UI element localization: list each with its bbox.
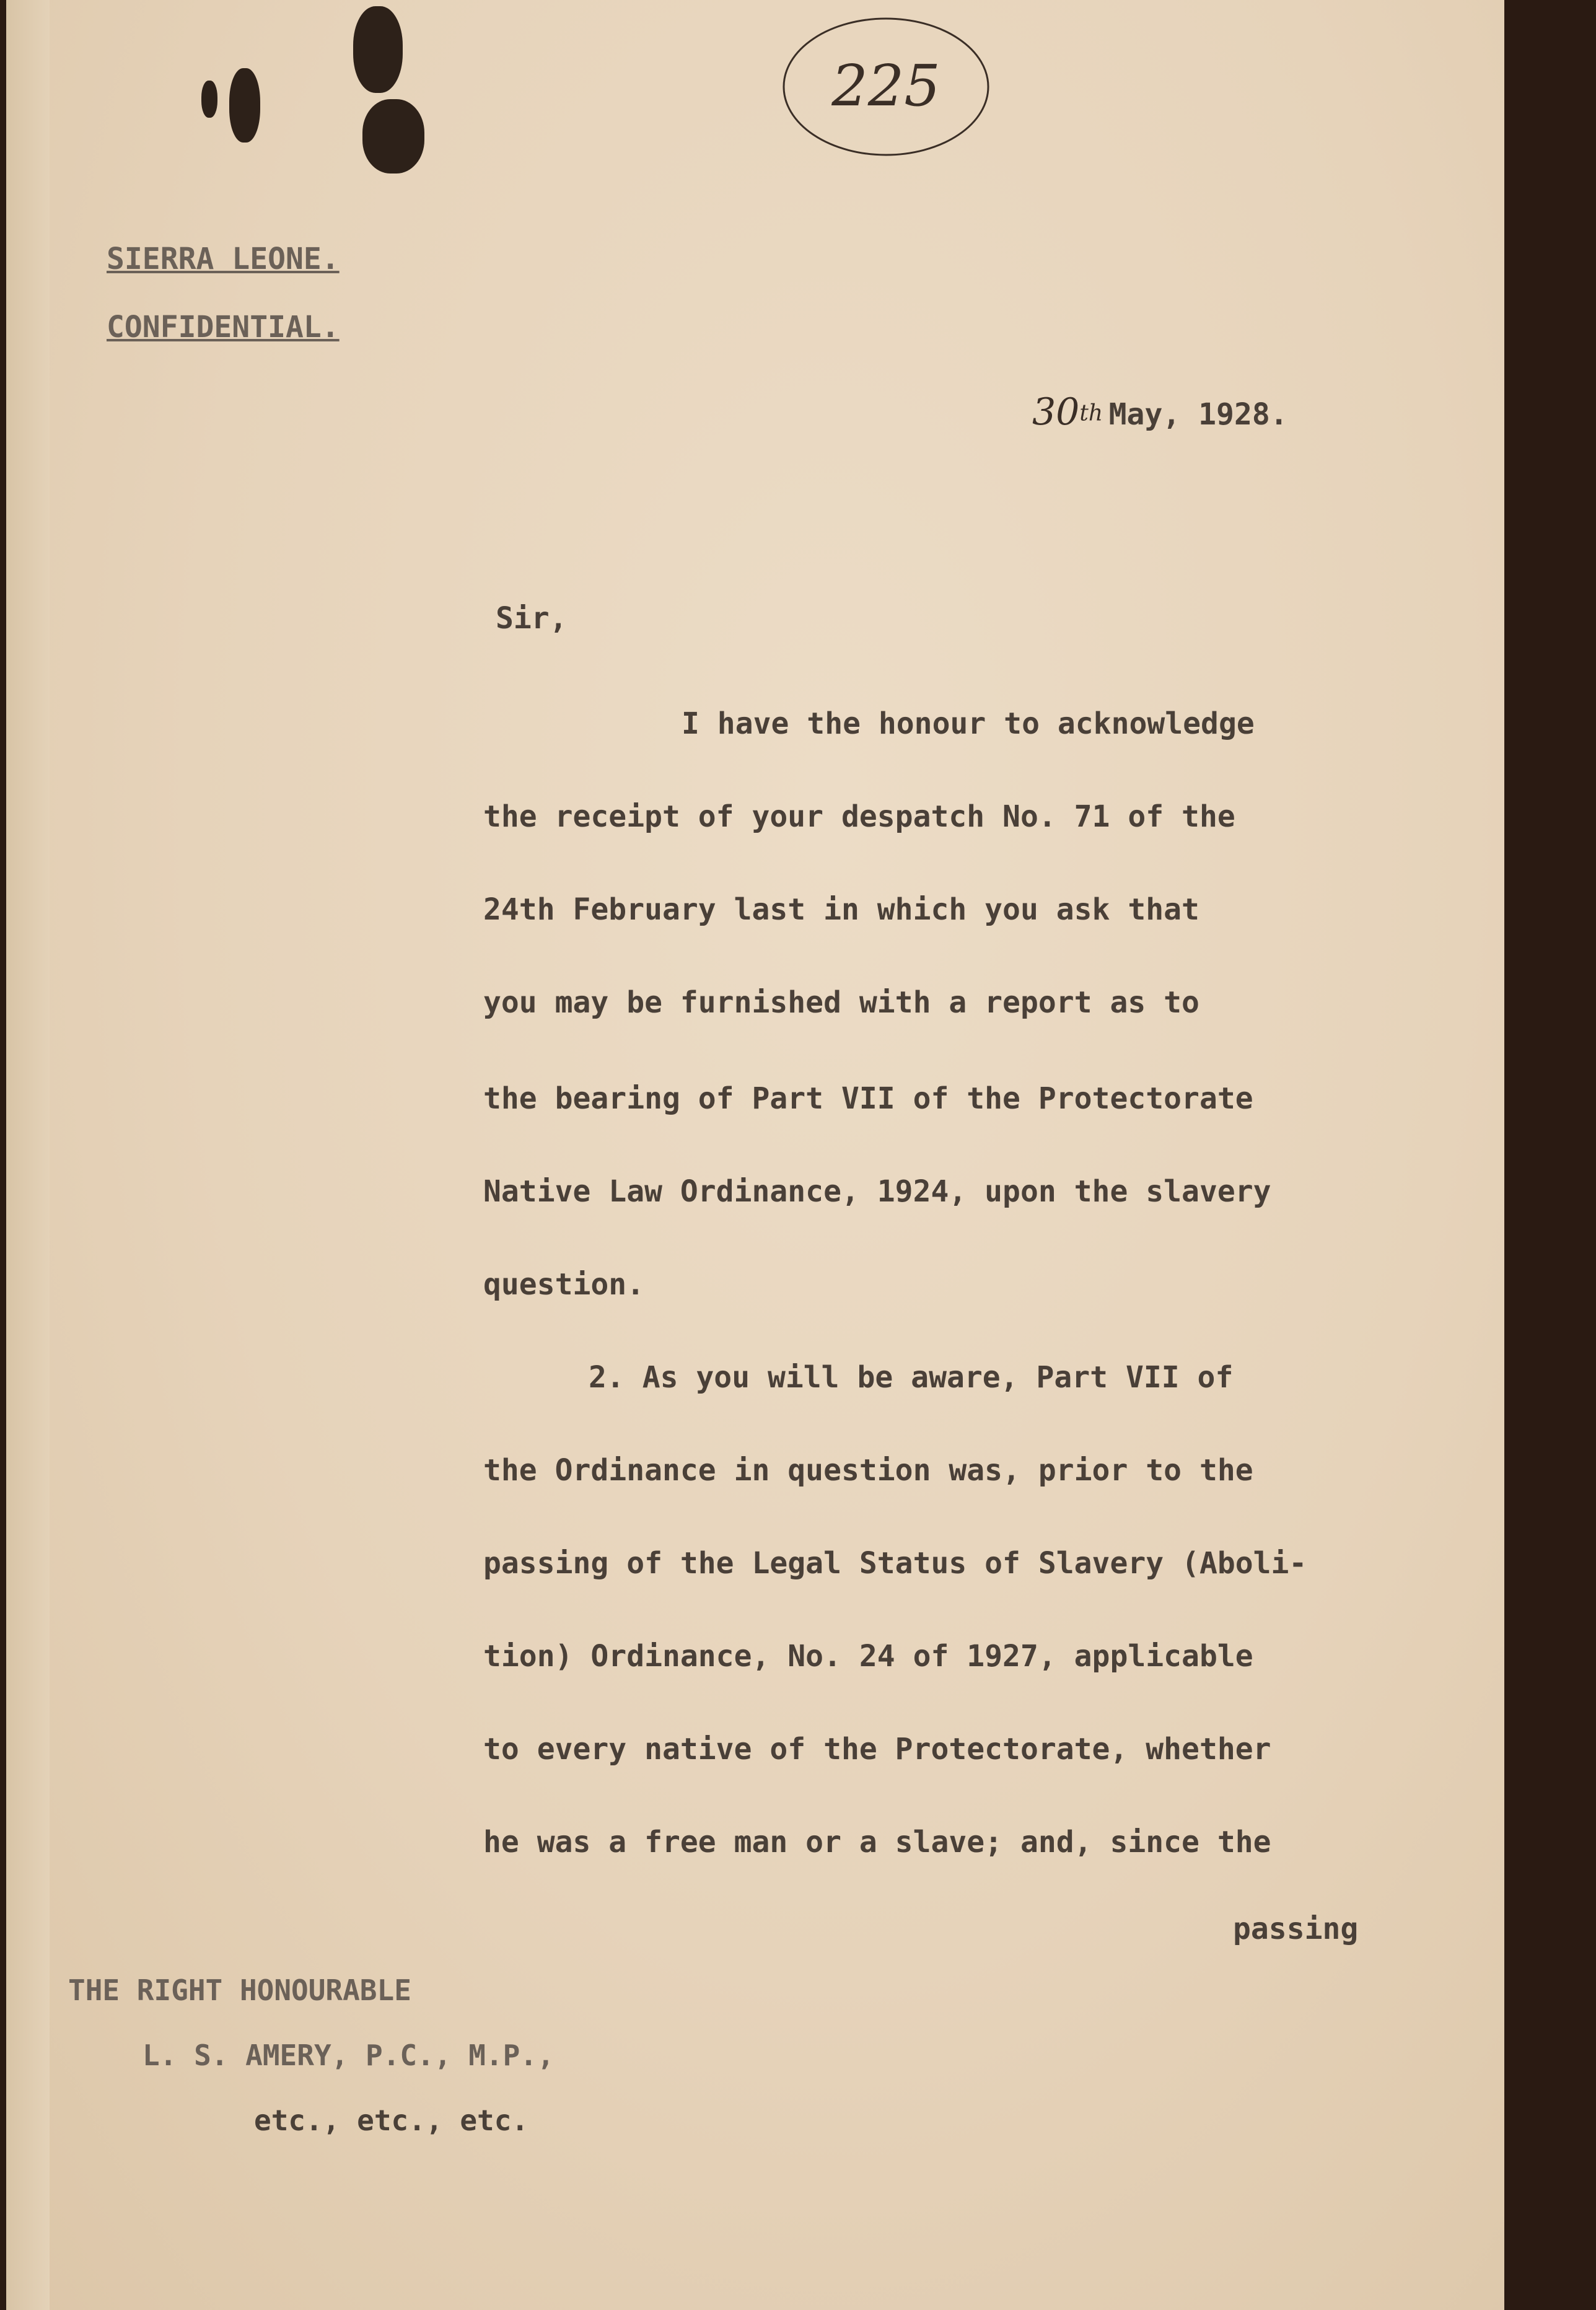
addressee-title: THE RIGHT HONOURABLE xyxy=(68,1974,411,2007)
body-line: passing of the Legal Status of Slavery (Aboli- xyxy=(483,1546,1307,1581)
colony-heading: SIERRA LEONE. xyxy=(107,242,340,276)
body-line: you may be furnished with a report as to xyxy=(483,985,1199,1020)
document-page xyxy=(6,0,1504,2310)
ink-stain xyxy=(353,6,403,93)
body-line: 2. As you will be aware, Part VII of xyxy=(589,1360,1234,1395)
body-line: tion) Ordinance, No. 24 of 1927, applicable xyxy=(483,1639,1253,1674)
letter-date xyxy=(1032,390,1288,434)
catchword: passing xyxy=(1233,1912,1359,1946)
body-line: he was a free man or a slave; and, since the xyxy=(483,1825,1271,1860)
body-line: to every native of the Protectorate, whether xyxy=(483,1732,1271,1767)
addressee-name: L. S. AMERY, P.C., M.P., xyxy=(142,2039,555,2072)
date-suffix: th xyxy=(1079,400,1103,426)
folio-number: 225 xyxy=(831,53,940,119)
body-line: question. xyxy=(483,1267,645,1302)
addressee-etc: etc., etc., etc. xyxy=(254,2104,529,2137)
salutation: Sir, xyxy=(496,601,568,636)
date-month-year: May, 1928. xyxy=(1108,397,1288,432)
body-line: the bearing of Part VII of the Protectorate xyxy=(483,1081,1253,1116)
body-line: Native Law Ordinance, 1924, upon the slavery xyxy=(483,1174,1271,1209)
body-line: I have the honour to acknowledge xyxy=(682,706,1255,741)
ink-stain xyxy=(362,99,424,173)
date-day: 30 xyxy=(1032,390,1080,434)
ink-stain xyxy=(229,68,260,143)
body-line: the receipt of your despatch No. 71 of the xyxy=(483,799,1235,834)
body-line: the Ordinance in question was, prior to the xyxy=(483,1453,1253,1488)
body-line: 24th February last in which you ask that xyxy=(483,892,1199,927)
ink-stain xyxy=(201,81,217,118)
folio-stamp xyxy=(774,12,998,161)
page-edge xyxy=(6,0,50,2310)
classification-heading: CONFIDENTIAL. xyxy=(107,310,340,345)
